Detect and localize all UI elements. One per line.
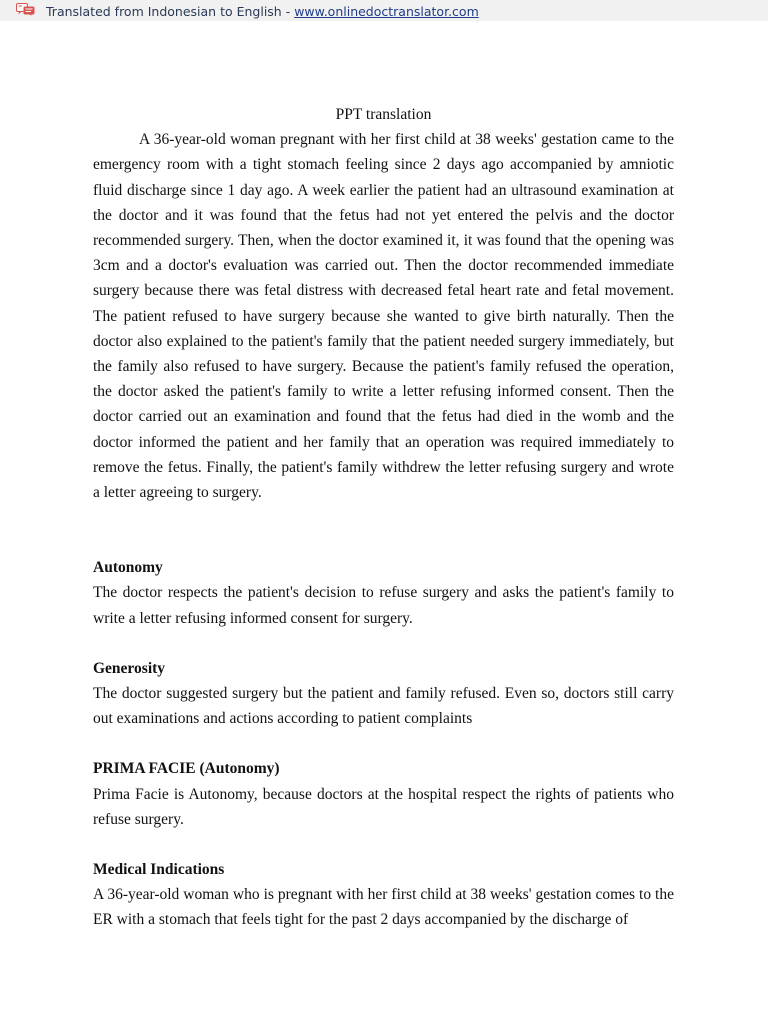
section-heading: Medical Indications <box>93 861 225 879</box>
section-heading: PRIMA FACIE (Autonomy) <box>93 760 280 778</box>
section-heading: Autonomy <box>93 559 163 577</box>
section-body: A 36-year-old woman who is pregnant with her first child at 38 weeks' gestation comes to the ER with a stomach that feels tight for the past 2 days accompanied by the discharge of <box>93 886 674 929</box>
section-medical-indications <box>93 857 674 933</box>
banner-prefix: Translated from Indonesian to English - <box>46 4 295 19</box>
section-body: The doctor respects the patient's decision to refuse surgery and asks the patient's family to write a letter refusing informed consent for surgery. <box>93 584 674 627</box>
translation-banner <box>0 0 768 21</box>
banner-text <box>46 2 479 22</box>
translator-logo-icon <box>16 3 35 16</box>
case-paragraph: A 36-year-old woman pregnant with her first child at 38 weeks' gestation came to the emergency room with a tight stomach feeling since 2 days ago accompanied by amniotic fluid discharge since 1 day ago. A week earlier the patient had an ultrasound examination at the doctor and it was found that the fetus had not yet entered the pelvis and the doctor recommended surgery. Then, when the doctor examined it, it was found that the opening was 3cm and a doctor's evaluation was carried out. Then the doctor recommended immediate surgery because there was fetal distress with decreased fetal heart rate and fetal movement. The patient refused to have surgery because she wanted to give birth naturally. Then the doctor also explained to the patient's family that the patient needed surgery immediately, but the family also refused to have surgery. Because the patient's family refused the operation, the doctor asked the patient's family to write a letter refusing informed consent. Then the doctor carried out an examination and found that the fetus had died in the womb and the doctor informed the patient and her family that an operation was required immediately to remove the fetus. Finally, the patient's family withdrew the letter refusing surgery and wrote a letter agreeing to surgery. <box>93 131 674 502</box>
document-page <box>93 102 674 933</box>
section-body: Prima Facie is Autonomy, because doctors at the hospital respect the rights of patients who refuse surgery. <box>93 785 674 828</box>
section-body: The doctor suggested surgery but the patient and family refused. Even so, doctors still carry out examinations and actions according to patient complaints <box>93 685 674 728</box>
document-title: PPT translation <box>335 106 432 123</box>
translator-link[interactable]: www.onlinedoctranslator.com <box>294 4 479 19</box>
section-autonomy <box>93 555 674 631</box>
section-prima-facie <box>93 756 674 832</box>
section-generosity <box>93 656 674 732</box>
section-heading: Generosity <box>93 659 166 677</box>
